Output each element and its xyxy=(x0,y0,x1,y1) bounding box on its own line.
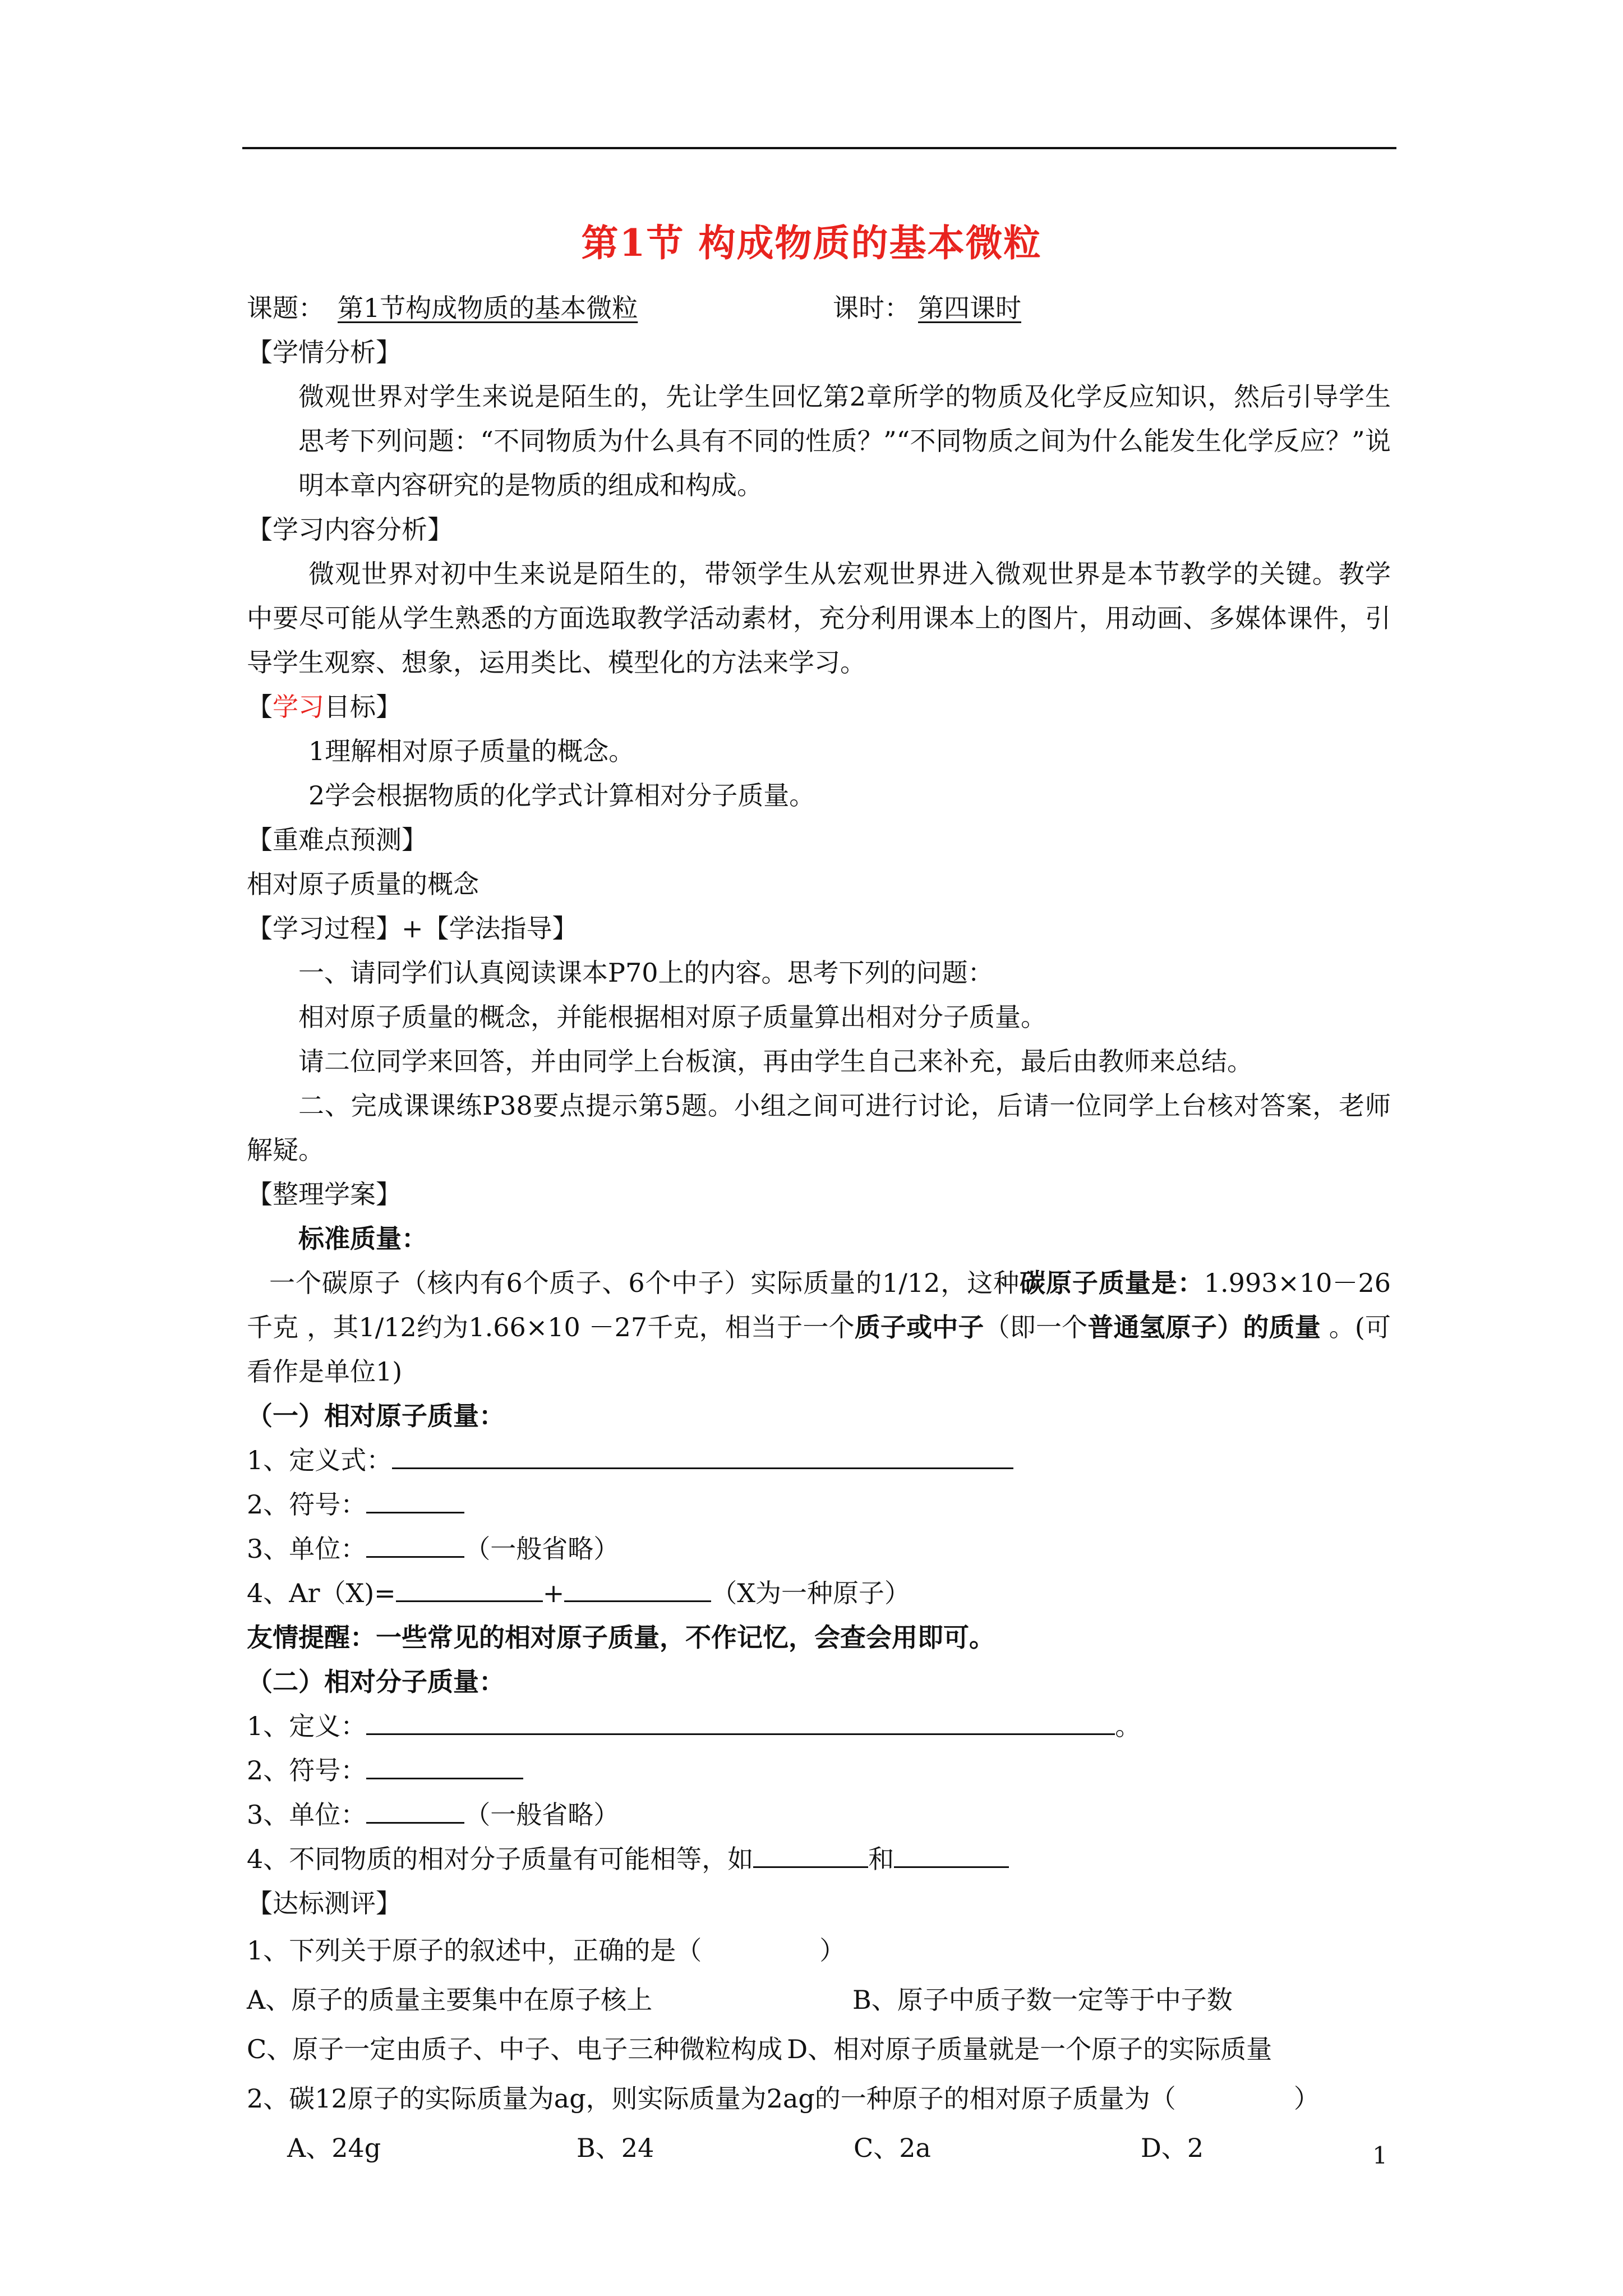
q1-option-d[interactable]: D、相对原子质量就是一个原子的实际质量 xyxy=(787,2034,1272,2064)
heading-zhongnan: 【重难点预测】 xyxy=(247,825,427,855)
heading-neirong: 【学习内容分析】 xyxy=(247,514,453,545)
question-2: 2、碳12原子的实际质量为ag，则实际质量为2ag的一种原子的相对原子质量为（ ） xyxy=(247,2083,1320,2114)
process-line: 相对原子质量的概念，并能根据相对原子质量算出相对分子质量。 xyxy=(298,1002,1046,1032)
period-value: 第四课时 xyxy=(918,293,1021,323)
atom-item-symbol: 2、符号： xyxy=(247,1483,1391,1527)
page-number: 1 xyxy=(1372,2142,1387,2169)
mol-item-symbol: 2、符号： xyxy=(247,1749,1391,1793)
heading-guocheng: 【学习过程】+【学法指导】 xyxy=(247,913,578,944)
heading-xiangdui-fenzi: （二）相对分子质量： xyxy=(247,1667,505,1697)
mol-item-unit: 3、单位： （一般省略） xyxy=(247,1793,1391,1837)
blank-definition[interactable] xyxy=(392,1438,1013,1469)
heading-mubiao: 【学习目标】 xyxy=(247,692,402,722)
goal-item: 1理解相对原子质量的概念。 xyxy=(308,736,635,766)
q1-options-row-1 xyxy=(247,1975,1391,2024)
blank-ar-1[interactable] xyxy=(396,1571,543,1602)
q1-option-b[interactable]: B、原子中质子数一定等于中子数 xyxy=(852,1985,1233,2015)
heading-ceping: 【达标测评】 xyxy=(247,1888,402,1918)
atom-item-unit: 3、单位： （一般省略） xyxy=(247,1527,1391,1571)
q1-options-row-2 xyxy=(247,2024,1391,2074)
para-xueqing: 微观世界对学生来说是陌生的，先让学生回忆第2章所学的物质及化学反应知识，然后引导学生思考下列问题：“不同物质为什么具有不同的性质？”“不同物质之间为什么能发生化学反应？”说明本章内容研究的是物质的组成和构成。 xyxy=(298,381,1391,500)
q2-option-b[interactable]: B、24 xyxy=(577,2133,654,2163)
atom-item-ar: 4、Ar（X)= + （X为一种原子） xyxy=(247,1571,1391,1616)
blank-symbol[interactable] xyxy=(366,1483,464,1513)
mol-item-definition: 1、定义： 。 xyxy=(247,1704,1391,1749)
blank-mol-a[interactable] xyxy=(753,1837,868,1868)
std-paragraph: 一个碳原子（核内有6个质子、6个中子）实际质量的1/12，这种碳原子质量是：1.993×10－26 千克 ，其1/12约为1.66×10 －27千克，相当于一个质子或中子（即一个普通氢原子）的质量 。(可看作是单位1) xyxy=(247,1268,1391,1387)
text-zhongnan: 相对原子质量的概念 xyxy=(247,869,479,899)
blank-mol-symbol[interactable] xyxy=(366,1749,523,1779)
document-body xyxy=(247,286,1391,2173)
heading-mubiao-highlight: 学习 xyxy=(273,692,324,722)
period-group xyxy=(833,286,1034,330)
atom-item-definition: 1、定义式： xyxy=(247,1438,1391,1483)
process-line: 一、请同学们认真阅读课本P70上的内容。思考下列的问题： xyxy=(298,958,994,988)
blank-mol-b[interactable] xyxy=(894,1837,1009,1868)
question-1: 1、下列关于原子的叙述中，正确的是（ ） xyxy=(247,1935,846,1966)
subject-line xyxy=(247,286,1391,330)
mol-item-equal: 4、不同物质的相对分子质量有可能相等，如 和 xyxy=(247,1837,1391,1881)
q2-option-d[interactable]: D、2 xyxy=(1141,2133,1204,2163)
para-neirong: 微观世界对初中生来说是陌生的，带领学生从宏观世界进入微观世界是本节教学的关键。教学中要尽可能从学生熟悉的方面选取教学活动素材，充分利用课本上的图片，用动画、多媒体课件，引导学生观察、想象，运用类比、模型化的方法来学习。 xyxy=(247,559,1391,678)
header-rule xyxy=(242,147,1396,149)
q1-option-c[interactable]: C、原子一定由质子、中子、电子三种微粒构成 xyxy=(247,2034,783,2064)
heading-xueqing: 【学情分析】 xyxy=(247,337,402,367)
blank-ar-2[interactable] xyxy=(564,1571,711,1602)
q2-option-c[interactable]: C、2a xyxy=(854,2133,931,2163)
q1-option-a[interactable]: A、原子的质量主要集中在原子核上 xyxy=(247,1985,653,2015)
q2-options-row xyxy=(247,2123,1391,2173)
goal-item: 2学会根据物质的化学式计算相对分子质量。 xyxy=(308,780,815,811)
std-title: 标准质量： xyxy=(298,1223,427,1254)
tip-text: 友情提醒：一些常见的相对原子质量，不作记忆，会查会用即可。 xyxy=(247,1622,995,1653)
process-line: 二、完成课课练P38要点提示第5题。小组之间可进行讨论，后请一位同学上台核对答案，老师解疑。 xyxy=(247,1091,1391,1165)
subject-label: 课题： xyxy=(247,293,324,323)
heading-zhengli: 【整理学案】 xyxy=(247,1179,402,1209)
subject-value: 第1节构成物质的基本微粒 xyxy=(338,293,638,323)
process-line: 请二位同学来回答，并由同学上台板演，再由学生自己来补充，最后由教师来总结。 xyxy=(298,1046,1253,1076)
q2-option-a[interactable]: A、24g xyxy=(287,2133,381,2163)
heading-xiangdui-yuanzi: （一）相对原子质量： xyxy=(247,1401,505,1431)
blank-mol-definition[interactable] xyxy=(366,1704,1115,1735)
period-label: 课时： xyxy=(833,293,910,323)
blank-unit[interactable] xyxy=(366,1527,464,1558)
page-title: 第1节 构成物质的基本微粒 xyxy=(581,221,1042,265)
blank-mol-unit[interactable] xyxy=(366,1793,464,1824)
